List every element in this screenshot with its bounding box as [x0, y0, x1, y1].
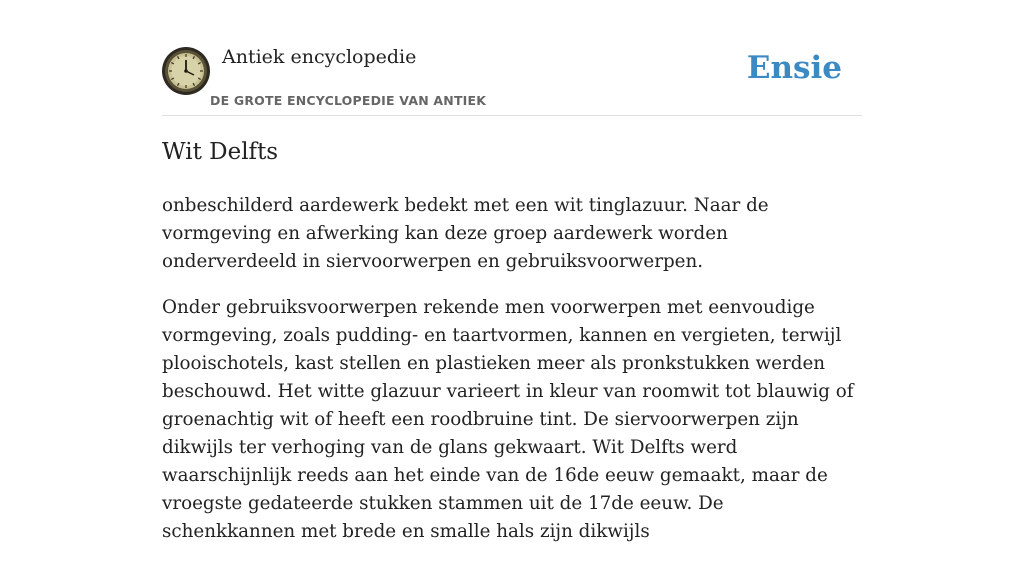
- article-paragraph: Onder gebruiksvoorwerpen rekende men voorwerpen met eenvoudige vormgeving, zoals pudding- en taartvormen, kannen en vergieten, terwijl plooischotels, kast stellen en plastieken meer als pronkstukken werden beschouwd. Het witte glazuur varieert in kleur van roomwit tot blauwig of groenachtig wit of heeft een roodbruine tint. De siervoorwerpen zijn dikwijls ter verhoging van de glans gekwaart. Wit Delfts werd waarschijnlijk reeds aan het einde van de 16de eeuw gemaakt, maar de vroegste gedateerde stukken stammen uit de 17de eeuw. De schenkkannen met brede en smalle hals zijn dikwijls: [162, 297, 854, 542]
- page-container: [162, 0, 862, 542]
- article-paragraph: onbeschilderd aardewerk bedekt met een wit tinglazuur. Naar de vormgeving en afwerking kan deze groep aardewerk worden onderverdeeld in siervoorwerpen en gebruiksvoorwerpen.: [162, 195, 769, 272]
- page-title: Wit Delfts: [162, 139, 279, 165]
- article-body: [162, 192, 862, 564]
- site-title[interactable]: Antiek encyclopedie: [222, 46, 417, 68]
- antique-clock-icon[interactable]: [162, 47, 210, 95]
- brand-logo-link[interactable]: Ensie: [746, 50, 842, 86]
- site-subtitle: DE GROTE ENCYCLOPEDIE VAN ANTIEK: [210, 93, 487, 108]
- header-divider: [162, 115, 862, 116]
- site-header: [162, 0, 862, 116]
